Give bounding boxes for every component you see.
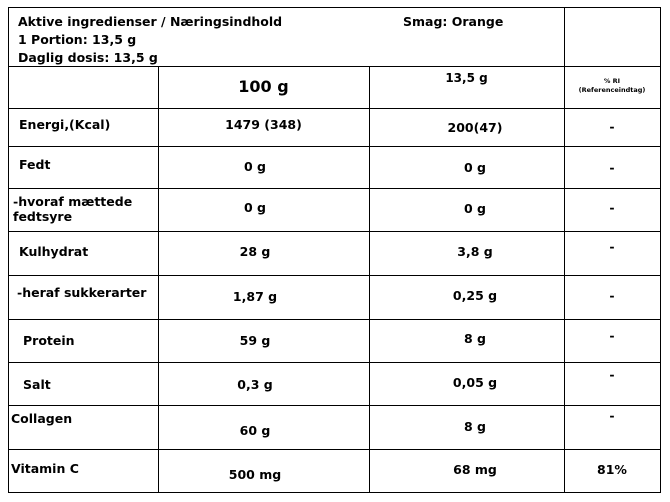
cell-portion-fat: 0 g xyxy=(464,160,486,175)
flavor-label: Smag: Orange xyxy=(403,14,504,29)
cell-portion-energy: 200(47) xyxy=(447,120,503,135)
row-label-saturated-fat: -hvoraf mættede fedtsyre xyxy=(13,194,133,224)
cell-ri-protein: - xyxy=(609,328,615,343)
row-label-sugars: -heraf sukkerarter xyxy=(17,285,147,300)
row-label-collagen: Collagen xyxy=(11,411,73,426)
cell-ri-saturated-fat: - xyxy=(609,200,615,215)
cell-portion-collagen: 8 g xyxy=(464,419,486,434)
row-label-salt: Salt xyxy=(23,377,51,392)
cell-portion-carbohydrate: 3,8 g xyxy=(457,244,493,259)
column-header-ri-sub: (Referenceindtag) xyxy=(578,86,646,94)
table-border-right xyxy=(660,7,661,493)
cell-per100-saturated-fat: 0 g xyxy=(244,200,266,215)
cell-portion-sugars: 0,25 g xyxy=(452,288,498,303)
cell-per100-energy: 1479 (348) xyxy=(225,117,302,132)
daily-dose: Daglig dosis: 13,5 g xyxy=(18,50,158,65)
row-label-carbohydrate: Kulhydrat xyxy=(19,244,89,259)
row-label-fat: Fedt xyxy=(19,157,51,172)
cell-per100-vitamin-c: 500 mg xyxy=(228,467,282,482)
cell-portion-vitamin-c: 68 mg xyxy=(453,462,497,477)
cell-per100-protein: 59 g xyxy=(239,333,271,348)
cell-ri-vitamin-c: 81% xyxy=(597,462,627,477)
cell-per100-carbohydrate: 28 g xyxy=(239,244,271,259)
portion-size: 1 Portion: 13,5 g xyxy=(18,32,137,47)
column-header-100g: 100 g xyxy=(238,77,289,96)
cell-portion-protein: 8 g xyxy=(464,331,486,346)
column-header-portion: 13,5 g xyxy=(445,71,488,85)
cell-ri-fat: - xyxy=(609,160,615,175)
cell-per100-salt: 0,3 g xyxy=(237,377,273,392)
cell-per100-fat: 0 g xyxy=(244,159,266,174)
cell-ri-sugars: - xyxy=(609,288,615,303)
cell-portion-saturated-fat: 0 g xyxy=(464,201,486,216)
row-label-protein: Protein xyxy=(23,333,75,348)
cell-ri-salt: - xyxy=(609,367,615,382)
cell-ri-energy: - xyxy=(609,119,615,134)
table-border-left xyxy=(8,7,9,493)
cell-per100-collagen: 60 g xyxy=(239,423,271,438)
cell-ri-carbohydrate: - xyxy=(609,239,615,254)
row-label-vitamin-c: Vitamin C xyxy=(11,461,79,476)
table-title: Aktive ingredienser / Næringsindhold xyxy=(18,14,283,29)
cell-portion-salt: 0,05 g xyxy=(452,375,498,390)
cell-per100-sugars: 1,87 g xyxy=(232,289,278,304)
cell-ri-collagen: - xyxy=(609,408,615,423)
row-label-energy: Energi,(Kcal) xyxy=(19,117,111,132)
column-header-ri: % RI xyxy=(603,77,621,85)
